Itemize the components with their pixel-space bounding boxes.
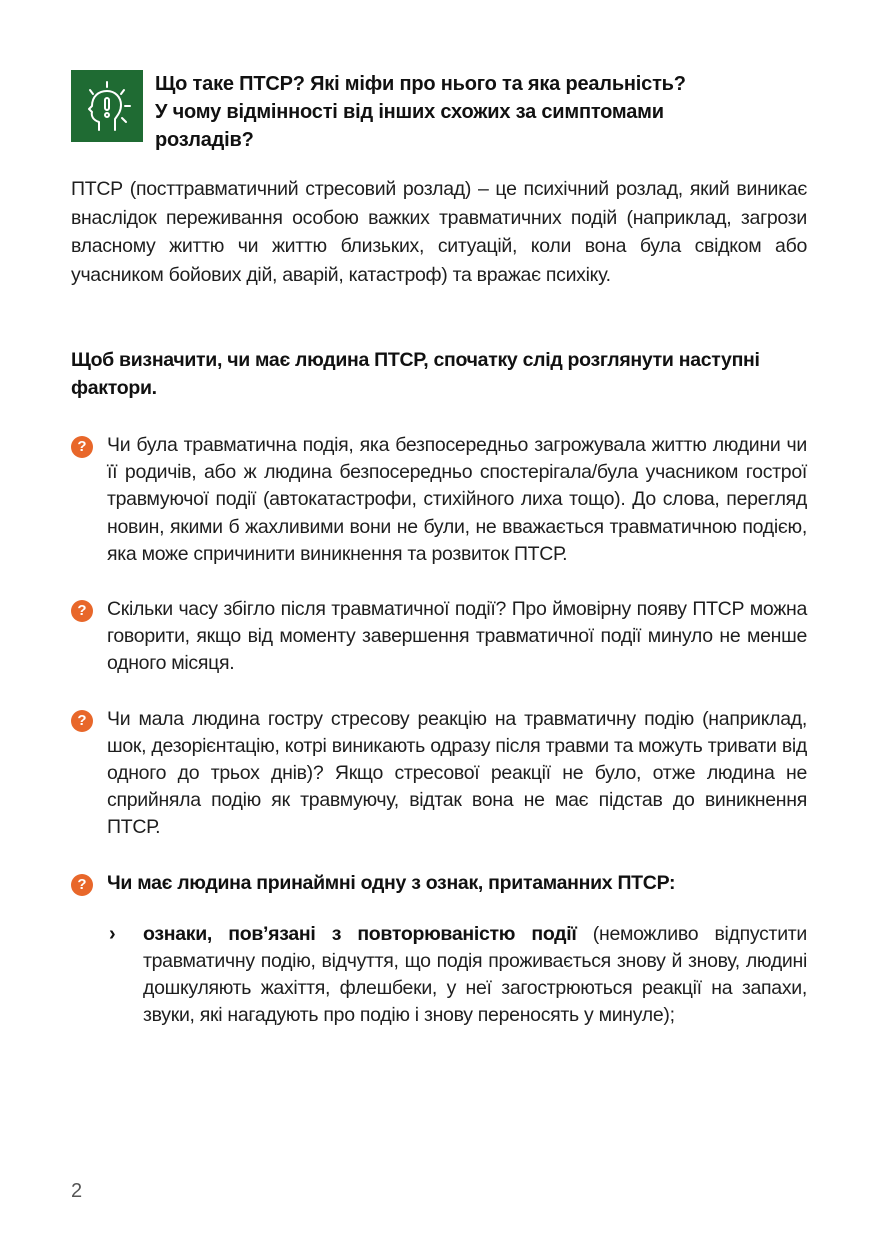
intro-paragraph: ПТСР (посттравматичний стресовий розлад) – це психічний розлад, який виникає внаслідок переживання особою важких травматичних подій (наприклад, загрози власному життю чи життю близьких, ситуацій, коли вона була свідком або учасником бойових дій, аварій, катастроф) та вражає психіку.	[71, 178, 807, 286]
sign-bold-label: ознаки, пов’язані з повторюваністю події	[143, 922, 577, 945]
list-item-text: Чи мала людина гостру стресову реакцію на травматичну подію (наприклад, шок, дезорієнтацію, котрі виникають одразу після травми та можуть тривати від одного до трьох днів)? Якщо стресової реакції не було, отже людина не сприйняла подію як травмуючу, відтак вона не має підстав до виникнення ПТСР.	[107, 707, 807, 839]
list-item	[71, 596, 807, 678]
list-item-text: Чи має людина принаймні одну з ознак, притаманних ПТСР:	[107, 871, 676, 894]
sign-description: (неможливо відпустити травматичну подію, відчуття, що подія проживається знову й знову, людині дошкуляють жахіття, флешбеки, у неї загострюються реакції на запахи, звуки, які нагадують про подію і знову переносять у минуле);	[143, 922, 808, 1027]
page-number: 2	[71, 1180, 83, 1202]
list-item	[71, 706, 807, 842]
chevron-right-icon: ›	[109, 922, 116, 945]
factors-subheading: Щоб визначити, чи має людина ПТСР, спочатку слід розглянути наступні фактори.	[71, 349, 760, 399]
title-line: розладів?	[155, 129, 254, 151]
question-icon: ?	[71, 436, 93, 458]
list-item	[71, 432, 807, 568]
sign-item	[107, 921, 807, 1030]
signs-list	[107, 921, 807, 1030]
title-line: Що таке ПТСР? Які міфи про нього та яка реальність?	[155, 73, 686, 95]
factors-list	[71, 432, 807, 1058]
section-header	[71, 70, 811, 154]
list-item-text: Скільки часу збігло після травматичної події? Про ймовірну появу ПТСР можна говорити, якщо від моменту завершення травматичної події минуло не менше одного місяця.	[107, 598, 807, 675]
question-icon: ?	[71, 600, 93, 622]
list-item	[71, 870, 807, 1030]
head-exclamation-icon	[71, 70, 143, 142]
question-icon: ?	[71, 874, 93, 896]
page-title	[155, 70, 686, 154]
sign-text	[143, 921, 807, 1030]
list-item-text: Чи була травматична подія, яка безпосередньо загрожувала життю людини чи її родичів, або ж людина безпосередньо спостерігала/була учасником гострої травмуючої події (автокатастрофи, стихійного лиха тощо). До слова, перегляд новин, якими б жахливими вони не були, не вважається травматичною подією, яка може спричинити виникнення та розвиток ПТСР.	[107, 434, 807, 565]
question-icon: ?	[71, 710, 93, 732]
title-line: У чому відмінності від інших схожих за симптомами	[155, 101, 664, 123]
